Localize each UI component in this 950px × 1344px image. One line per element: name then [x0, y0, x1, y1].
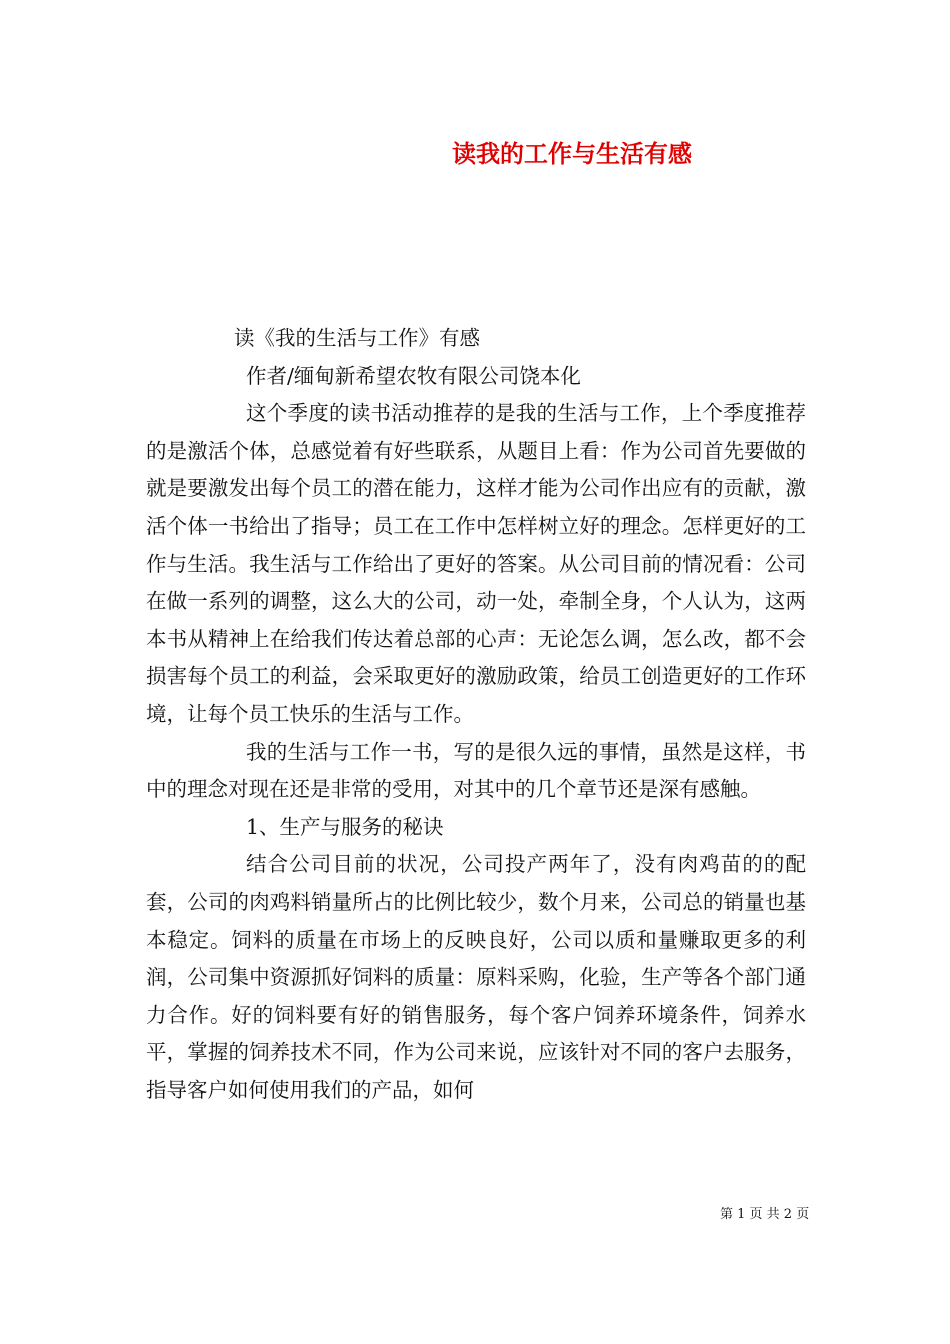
- document-title: 读我的工作与生活有感: [452, 139, 692, 168]
- section-paragraph: 结合公司目前的状况，公司投产两年了，没有肉鸡苗的的配套，公司的肉鸡料销量所占的比例比较少，数个月来，公司总的销量也基本稳定。饲料的质量在市场上的反映良好，公司以质和量赚取更多的利润，公司集中资源抓好饲料的质量：原料采购，化验，生产等各个部门通力合作。好的饲料要有好的销售服务，每个客户饲养环境条件，饲养水平，掌握的饲养技术不同，作为公司来说，应该针对不同的客户去服务，指导客户如何使用我们的产品，如何: [146, 852, 806, 1102]
- author-line: 作者/缅甸新希望农牧有限公司饶本化: [246, 363, 581, 388]
- paragraph: 这个季度的读书活动推荐的是我的生活与工作，上个季度推荐的是激活个体，总感觉着有好些联系，从题目上看：作为公司首先要做的就是要激发出每个员工的潜在能力，这样才能为公司作出应有的贡献，激活个体一书给出了指导；员工在工作中怎样树立好的理念。怎样更好的工作与生活。我生活与工作给出了更好的答案。从公司目前的情况看：公司在做一系列的调整，这么大的公司，动一处，牵制全身，个人认为，这两本书从精神上在给我们传达着总部的心声：无论怎么调，怎么改，都不会损害每个员工的利益，会采取更好的激励政策，给员工创造更好的工作环境，让每个员工快乐的生活与工作。: [146, 401, 806, 726]
- paragraph: 我的生活与工作一书，写的是很久远的事情，虽然是这样，书中的理念对现在还是非常的受用，对其中的几个章节还是深有感触。: [146, 739, 806, 802]
- page-number: 第 1 页 共 2 页: [720, 1207, 810, 1222]
- book-heading: 读《我的生活与工作》有感: [234, 326, 480, 350]
- document-body: [146, 320, 806, 1109]
- section-heading: 1、生产与服务的秘诀: [246, 814, 444, 839]
